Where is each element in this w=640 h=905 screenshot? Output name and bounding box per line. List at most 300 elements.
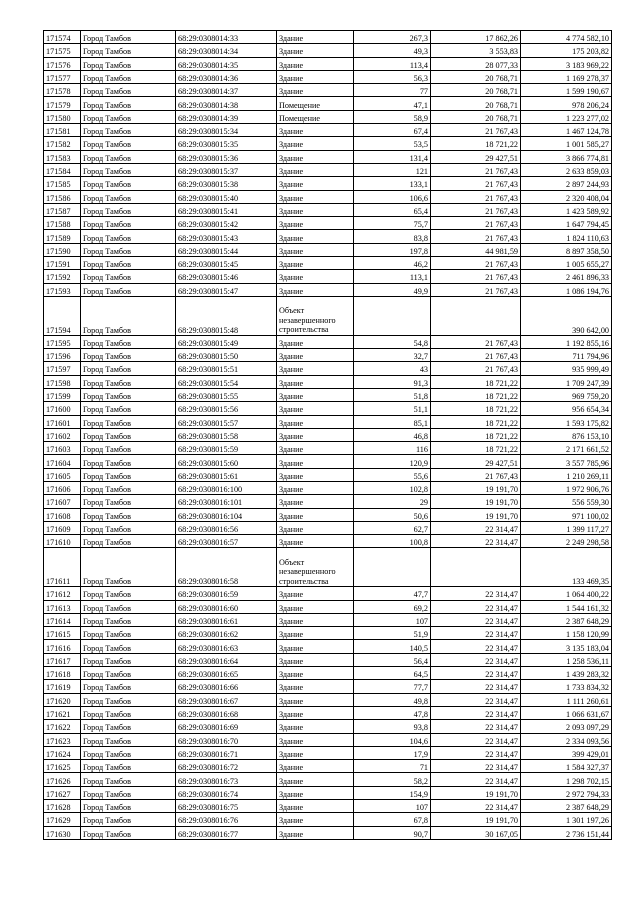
table-row <box>44 773 612 786</box>
city-cell: Город Тамбов <box>81 468 176 481</box>
city-cell: Город Тамбов <box>81 746 176 759</box>
table-row <box>44 508 612 521</box>
object-type-cell: Объект незавершенного строительства <box>277 296 354 335</box>
object-id-cell: 171590 <box>44 243 81 256</box>
city-cell: Город Тамбов <box>81 720 176 733</box>
area-cell: 46,2 <box>354 257 431 270</box>
cadastral-value-cell: 2 461 896,33 <box>521 270 612 283</box>
cadastral-number-cell: 68:29:0308016:60 <box>176 600 277 613</box>
cadastral-number-cell: 68:29:0308015:41 <box>176 203 277 216</box>
specific-value-cell: 18 721,22 <box>431 388 521 401</box>
cadastral-value-cell: 1 599 190,67 <box>521 84 612 97</box>
table-row <box>44 70 612 83</box>
specific-value-cell: 22 314,47 <box>431 640 521 653</box>
table-row <box>44 720 612 733</box>
cadastral-value-cell: 3 183 969,22 <box>521 57 612 70</box>
cadastral-number-cell: 68:29:0308016:69 <box>176 720 277 733</box>
table-row <box>44 535 612 548</box>
specific-value-cell: 22 314,47 <box>431 746 521 759</box>
table-row <box>44 706 612 719</box>
object-type-cell: Объект незавершенного строительства <box>277 548 354 587</box>
specific-value-cell: 18 721,22 <box>431 415 521 428</box>
area-cell: 133,1 <box>354 177 431 190</box>
cadastral-number-cell: 68:29:0308015:60 <box>176 455 277 468</box>
area-cell: 91,3 <box>354 375 431 388</box>
city-cell: Город Тамбов <box>81 296 176 335</box>
table-row <box>44 826 612 839</box>
specific-value-cell: 21 767,43 <box>431 190 521 203</box>
area-cell: 267,3 <box>354 31 431 44</box>
area-cell: 65,4 <box>354 203 431 216</box>
city-cell: Город Тамбов <box>81 57 176 70</box>
cadastral-number-cell: 68:29:0308015:46 <box>176 270 277 283</box>
table-row <box>44 693 612 706</box>
specific-value-cell: 19 191,70 <box>431 495 521 508</box>
object-id-cell: 171626 <box>44 773 81 786</box>
object-id-cell: 171580 <box>44 110 81 123</box>
object-id-cell: 171623 <box>44 733 81 746</box>
object-id-cell: 171576 <box>44 57 81 70</box>
cadastral-value-cell: 1 223 277,02 <box>521 110 612 123</box>
area-cell: 50,6 <box>354 508 431 521</box>
city-cell: Город Тамбов <box>81 402 176 415</box>
object-id-cell: 171611 <box>44 548 81 587</box>
object-type-cell: Здание <box>277 177 354 190</box>
object-type-cell: Здание <box>277 653 354 666</box>
city-cell: Город Тамбов <box>81 110 176 123</box>
object-type-cell: Здание <box>277 587 354 600</box>
object-id-cell: 171593 <box>44 283 81 296</box>
table-row <box>44 482 612 495</box>
cadastral-number-cell: 68:29:0308015:59 <box>176 442 277 455</box>
cadastral-number-cell: 68:29:0308015:51 <box>176 362 277 375</box>
object-type-cell: Здание <box>277 786 354 799</box>
area-cell: 51,1 <box>354 402 431 415</box>
object-id-cell: 171577 <box>44 70 81 83</box>
object-id-cell: 171584 <box>44 163 81 176</box>
specific-value-cell: 18 721,22 <box>431 402 521 415</box>
object-id-cell: 171607 <box>44 495 81 508</box>
city-cell: Город Тамбов <box>81 243 176 256</box>
cadastral-number-cell: 68:29:0308014:38 <box>176 97 277 110</box>
specific-value-cell: 21 767,43 <box>431 283 521 296</box>
cadastral-value-cell: 1 709 247,39 <box>521 375 612 388</box>
area-cell: 58,2 <box>354 773 431 786</box>
cadastral-value-cell: 1 593 175,82 <box>521 415 612 428</box>
city-cell: Город Тамбов <box>81 733 176 746</box>
cadastral-value-cell: 3 866 774,81 <box>521 150 612 163</box>
table-row <box>44 455 612 468</box>
object-type-cell: Здание <box>277 150 354 163</box>
city-cell: Город Тамбов <box>81 495 176 508</box>
area-cell: 113,1 <box>354 270 431 283</box>
object-id-cell: 171629 <box>44 813 81 826</box>
cadastral-value-cell: 399 429,01 <box>521 746 612 759</box>
city-cell: Город Тамбов <box>81 31 176 44</box>
area-cell: 140,5 <box>354 640 431 653</box>
table-row <box>44 375 612 388</box>
table-row <box>44 243 612 256</box>
specific-value-cell: 21 767,43 <box>431 257 521 270</box>
cadastral-value-cell: 1 210 269,11 <box>521 468 612 481</box>
cadastral-number-cell: 68:29:0308015:56 <box>176 402 277 415</box>
cadastral-number-cell: 68:29:0308016:77 <box>176 826 277 839</box>
cadastral-value-cell: 1 544 161,32 <box>521 600 612 613</box>
table-row <box>44 217 612 230</box>
area-cell: 32,7 <box>354 349 431 362</box>
area-cell <box>354 548 431 587</box>
cadastral-number-cell: 68:29:0308015:58 <box>176 428 277 441</box>
city-cell: Город Тамбов <box>81 786 176 799</box>
cadastral-number-cell: 68:29:0308016:75 <box>176 800 277 813</box>
area-cell: 106,6 <box>354 190 431 203</box>
specific-value-cell: 17 862,26 <box>431 31 521 44</box>
specific-value-cell: 21 767,43 <box>431 230 521 243</box>
area-cell: 102,8 <box>354 482 431 495</box>
specific-value-cell: 20 768,71 <box>431 97 521 110</box>
city-cell: Город Тамбов <box>81 415 176 428</box>
cadastral-value-cell: 1 399 117,27 <box>521 521 612 534</box>
table-row <box>44 746 612 759</box>
cadastral-value-cell: 1 467 124,78 <box>521 124 612 137</box>
cadastral-number-cell: 68:29:0308015:35 <box>176 137 277 150</box>
object-id-cell: 171589 <box>44 230 81 243</box>
object-type-cell: Здание <box>277 706 354 719</box>
city-cell: Город Тамбов <box>81 362 176 375</box>
object-id-cell: 171616 <box>44 640 81 653</box>
table-row <box>44 150 612 163</box>
area-cell: 49,3 <box>354 44 431 57</box>
city-cell: Город Тамбов <box>81 137 176 150</box>
area-cell: 67,8 <box>354 813 431 826</box>
object-id-cell: 171614 <box>44 613 81 626</box>
specific-value-cell: 29 427,51 <box>431 150 521 163</box>
cadastral-number-cell: 68:29:0308014:34 <box>176 44 277 57</box>
city-cell: Город Тамбов <box>81 283 176 296</box>
object-type-cell: Здание <box>277 600 354 613</box>
area-cell: 107 <box>354 613 431 626</box>
specific-value-cell: 30 167,05 <box>431 826 521 839</box>
city-cell: Город Тамбов <box>81 482 176 495</box>
cadastral-value-cell: 2 171 661,52 <box>521 442 612 455</box>
object-id-cell: 171617 <box>44 653 81 666</box>
cadastral-value-cell: 2 387 648,29 <box>521 800 612 813</box>
specific-value-cell: 22 314,47 <box>431 535 521 548</box>
object-id-cell: 171600 <box>44 402 81 415</box>
table-row <box>44 587 612 600</box>
object-type-cell: Здание <box>277 335 354 348</box>
object-id-cell: 171598 <box>44 375 81 388</box>
specific-value-cell: 22 314,47 <box>431 800 521 813</box>
cadastral-value-cell: 2 334 093,56 <box>521 733 612 746</box>
cadastral-value-cell: 2 093 097,29 <box>521 720 612 733</box>
cadastral-number-cell: 68:29:0308014:37 <box>176 84 277 97</box>
object-type-cell: Здание <box>277 257 354 270</box>
table-row <box>44 137 612 150</box>
object-type-cell: Здание <box>277 521 354 534</box>
object-id-cell: 171610 <box>44 535 81 548</box>
object-id-cell: 171582 <box>44 137 81 150</box>
table-row <box>44 110 612 123</box>
area-cell: 58,9 <box>354 110 431 123</box>
cadastral-value-cell: 2 320 408,04 <box>521 190 612 203</box>
city-cell: Город Тамбов <box>81 230 176 243</box>
cadastral-value-cell: 2 736 151,44 <box>521 826 612 839</box>
cadastral-value-cell: 1 086 194,76 <box>521 283 612 296</box>
object-type-cell: Здание <box>277 137 354 150</box>
table-row <box>44 388 612 401</box>
table-row <box>44 362 612 375</box>
cadastral-number-cell: 68:29:0308016:64 <box>176 653 277 666</box>
cadastral-number-cell: 68:29:0308015:61 <box>176 468 277 481</box>
object-type-cell: Здание <box>277 508 354 521</box>
cadastral-number-cell: 68:29:0308016:101 <box>176 495 277 508</box>
city-cell: Город Тамбов <box>81 760 176 773</box>
specific-value-cell: 22 314,47 <box>431 627 521 640</box>
cadastral-value-cell: 2 972 794,33 <box>521 786 612 799</box>
specific-value-cell: 22 314,47 <box>431 587 521 600</box>
object-type-cell: Здание <box>277 640 354 653</box>
cadastral-number-cell: 68:29:0308016:56 <box>176 521 277 534</box>
area-cell: 154,9 <box>354 786 431 799</box>
city-cell: Город Тамбов <box>81 177 176 190</box>
object-type-cell: Помещение <box>277 97 354 110</box>
city-cell: Город Тамбов <box>81 455 176 468</box>
area-cell: 197,8 <box>354 243 431 256</box>
object-type-cell: Здание <box>277 720 354 733</box>
object-type-cell: Помещение <box>277 110 354 123</box>
city-cell: Город Тамбов <box>81 653 176 666</box>
cadastral-value-cell: 133 469,35 <box>521 548 612 587</box>
specific-value-cell: 22 314,47 <box>431 773 521 786</box>
table-row <box>44 613 612 626</box>
city-cell: Город Тамбов <box>81 97 176 110</box>
cadastral-number-cell: 68:29:0308016:73 <box>176 773 277 786</box>
cadastral-number-cell: 68:29:0308014:39 <box>176 110 277 123</box>
specific-value-cell: 21 767,43 <box>431 177 521 190</box>
object-type-cell: Здание <box>277 826 354 839</box>
object-id-cell: 171615 <box>44 627 81 640</box>
area-cell <box>354 296 431 335</box>
city-cell: Город Тамбов <box>81 388 176 401</box>
cadastral-value-cell: 175 203,82 <box>521 44 612 57</box>
table-row <box>44 428 612 441</box>
cadastral-value-cell: 390 642,00 <box>521 296 612 335</box>
specific-value-cell: 22 314,47 <box>431 706 521 719</box>
cadastral-value-cell: 1 005 655,27 <box>521 257 612 270</box>
city-cell: Город Тамбов <box>81 826 176 839</box>
city-cell: Город Тамбов <box>81 813 176 826</box>
cadastral-number-cell: 68:29:0308015:50 <box>176 349 277 362</box>
object-id-cell: 171583 <box>44 150 81 163</box>
cadastral-value-table <box>43 30 612 840</box>
object-type-cell: Здание <box>277 733 354 746</box>
cadastral-number-cell: 68:29:0308016:62 <box>176 627 277 640</box>
object-id-cell: 171618 <box>44 667 81 680</box>
city-cell: Город Тамбов <box>81 84 176 97</box>
cadastral-value-cell: 2 387 648,29 <box>521 613 612 626</box>
area-cell: 17,9 <box>354 746 431 759</box>
object-id-cell: 171630 <box>44 826 81 839</box>
specific-value-cell: 21 767,43 <box>431 468 521 481</box>
table-row <box>44 203 612 216</box>
specific-value-cell: 29 427,51 <box>431 455 521 468</box>
area-cell: 49,8 <box>354 693 431 706</box>
cadastral-value-cell: 1 111 260,61 <box>521 693 612 706</box>
table-row <box>44 230 612 243</box>
object-type-cell: Здание <box>277 375 354 388</box>
object-id-cell: 171627 <box>44 786 81 799</box>
object-type-cell: Здание <box>277 124 354 137</box>
table-row <box>44 124 612 137</box>
object-id-cell: 171624 <box>44 746 81 759</box>
object-type-cell: Здание <box>277 84 354 97</box>
object-type-cell: Здание <box>277 203 354 216</box>
cadastral-value-cell: 1 733 834,32 <box>521 680 612 693</box>
area-cell: 93,8 <box>354 720 431 733</box>
city-cell: Город Тамбов <box>81 163 176 176</box>
object-type-cell: Здание <box>277 468 354 481</box>
specific-value-cell: 18 721,22 <box>431 428 521 441</box>
object-id-cell: 171588 <box>44 217 81 230</box>
area-cell: 131,4 <box>354 150 431 163</box>
specific-value-cell: 21 767,43 <box>431 163 521 176</box>
table-row <box>44 31 612 44</box>
object-type-cell: Здание <box>277 283 354 296</box>
area-cell: 56,4 <box>354 653 431 666</box>
table-row <box>44 521 612 534</box>
specific-value-cell: 22 314,47 <box>431 680 521 693</box>
city-cell: Город Тамбов <box>81 627 176 640</box>
area-cell: 107 <box>354 800 431 813</box>
table-row <box>44 813 612 826</box>
city-cell: Город Тамбов <box>81 535 176 548</box>
cadastral-number-cell: 68:29:0308015:38 <box>176 177 277 190</box>
object-id-cell: 171628 <box>44 800 81 813</box>
city-cell: Город Тамбов <box>81 548 176 587</box>
object-type-cell: Здание <box>277 57 354 70</box>
object-id-cell: 171581 <box>44 124 81 137</box>
object-type-cell: Здание <box>277 349 354 362</box>
cadastral-value-cell: 969 759,20 <box>521 388 612 401</box>
cadastral-value-cell: 1 584 327,37 <box>521 760 612 773</box>
table-row <box>44 442 612 455</box>
specific-value-cell: 18 721,22 <box>431 137 521 150</box>
cadastral-value-cell: 2 249 298,58 <box>521 535 612 548</box>
specific-value-cell: 19 191,70 <box>431 482 521 495</box>
area-cell: 83,8 <box>354 230 431 243</box>
specific-value-cell <box>431 296 521 335</box>
table-row <box>44 680 612 693</box>
object-id-cell: 171579 <box>44 97 81 110</box>
cadastral-number-cell: 68:29:0308016:58 <box>176 548 277 587</box>
cadastral-number-cell: 68:29:0308015:45 <box>176 257 277 270</box>
city-cell: Город Тамбов <box>81 44 176 57</box>
cadastral-number-cell: 68:29:0308016:104 <box>176 508 277 521</box>
area-cell: 77,7 <box>354 680 431 693</box>
specific-value-cell: 19 191,70 <box>431 786 521 799</box>
cadastral-number-cell: 68:29:0308016:71 <box>176 746 277 759</box>
object-id-cell: 171613 <box>44 600 81 613</box>
specific-value-cell: 18 721,22 <box>431 375 521 388</box>
cadastral-value-cell: 1 298 702,15 <box>521 773 612 786</box>
cadastral-number-cell: 68:29:0308014:36 <box>176 70 277 83</box>
cadastral-value-cell: 1 647 794,45 <box>521 217 612 230</box>
cadastral-number-cell: 68:29:0308016:67 <box>176 693 277 706</box>
object-id-cell: 171606 <box>44 482 81 495</box>
object-type-cell: Здание <box>277 800 354 813</box>
table-row <box>44 163 612 176</box>
area-cell: 46,8 <box>354 428 431 441</box>
area-cell: 100,8 <box>354 535 431 548</box>
specific-value-cell: 19 191,70 <box>431 813 521 826</box>
object-id-cell: 171591 <box>44 257 81 270</box>
object-type-cell: Здание <box>277 773 354 786</box>
city-cell: Город Тамбов <box>81 428 176 441</box>
table-row <box>44 468 612 481</box>
cadastral-value-cell: 711 794,96 <box>521 349 612 362</box>
table-body <box>44 31 612 840</box>
cadastral-number-cell: 68:29:0308016:100 <box>176 482 277 495</box>
city-cell: Город Тамбов <box>81 667 176 680</box>
object-type-cell: Здание <box>277 163 354 176</box>
object-id-cell: 171604 <box>44 455 81 468</box>
table-row <box>44 600 612 613</box>
object-id-cell: 171601 <box>44 415 81 428</box>
cadastral-value-cell: 556 559,30 <box>521 495 612 508</box>
object-id-cell: 171602 <box>44 428 81 441</box>
object-type-cell: Здание <box>277 217 354 230</box>
cadastral-value-cell: 935 999,49 <box>521 362 612 375</box>
area-cell: 29 <box>354 495 431 508</box>
cadastral-number-cell: 68:29:0308016:76 <box>176 813 277 826</box>
cadastral-value-cell: 1 192 855,16 <box>521 335 612 348</box>
city-cell: Город Тамбов <box>81 349 176 362</box>
specific-value-cell: 28 077,33 <box>431 57 521 70</box>
table-row <box>44 402 612 415</box>
cadastral-number-cell: 68:29:0308014:35 <box>176 57 277 70</box>
area-cell: 120,9 <box>354 455 431 468</box>
table-row <box>44 760 612 773</box>
object-id-cell: 171578 <box>44 84 81 97</box>
cadastral-value-cell: 1 001 585,27 <box>521 137 612 150</box>
table-row <box>44 786 612 799</box>
cadastral-value-cell: 971 100,02 <box>521 508 612 521</box>
object-type-cell: Здание <box>277 428 354 441</box>
area-cell: 67,4 <box>354 124 431 137</box>
object-type-cell: Здание <box>277 667 354 680</box>
city-cell: Город Тамбов <box>81 640 176 653</box>
area-cell: 77 <box>354 84 431 97</box>
object-id-cell: 171609 <box>44 521 81 534</box>
cadastral-number-cell: 68:29:0308015:37 <box>176 163 277 176</box>
specific-value-cell: 21 767,43 <box>431 362 521 375</box>
cadastral-number-cell: 68:29:0308016:65 <box>176 667 277 680</box>
table-row <box>44 415 612 428</box>
area-cell: 85,1 <box>354 415 431 428</box>
specific-value-cell: 3 553,83 <box>431 44 521 57</box>
area-cell: 71 <box>354 760 431 773</box>
specific-value-cell: 22 314,47 <box>431 667 521 680</box>
cadastral-value-cell: 3 557 785,96 <box>521 455 612 468</box>
object-type-cell: Здание <box>277 270 354 283</box>
object-id-cell: 171595 <box>44 335 81 348</box>
cadastral-value-cell: 2 897 244,93 <box>521 177 612 190</box>
specific-value-cell: 21 767,43 <box>431 335 521 348</box>
cadastral-value-cell: 1 064 400,22 <box>521 587 612 600</box>
object-id-cell: 171574 <box>44 31 81 44</box>
specific-value-cell: 19 191,70 <box>431 508 521 521</box>
